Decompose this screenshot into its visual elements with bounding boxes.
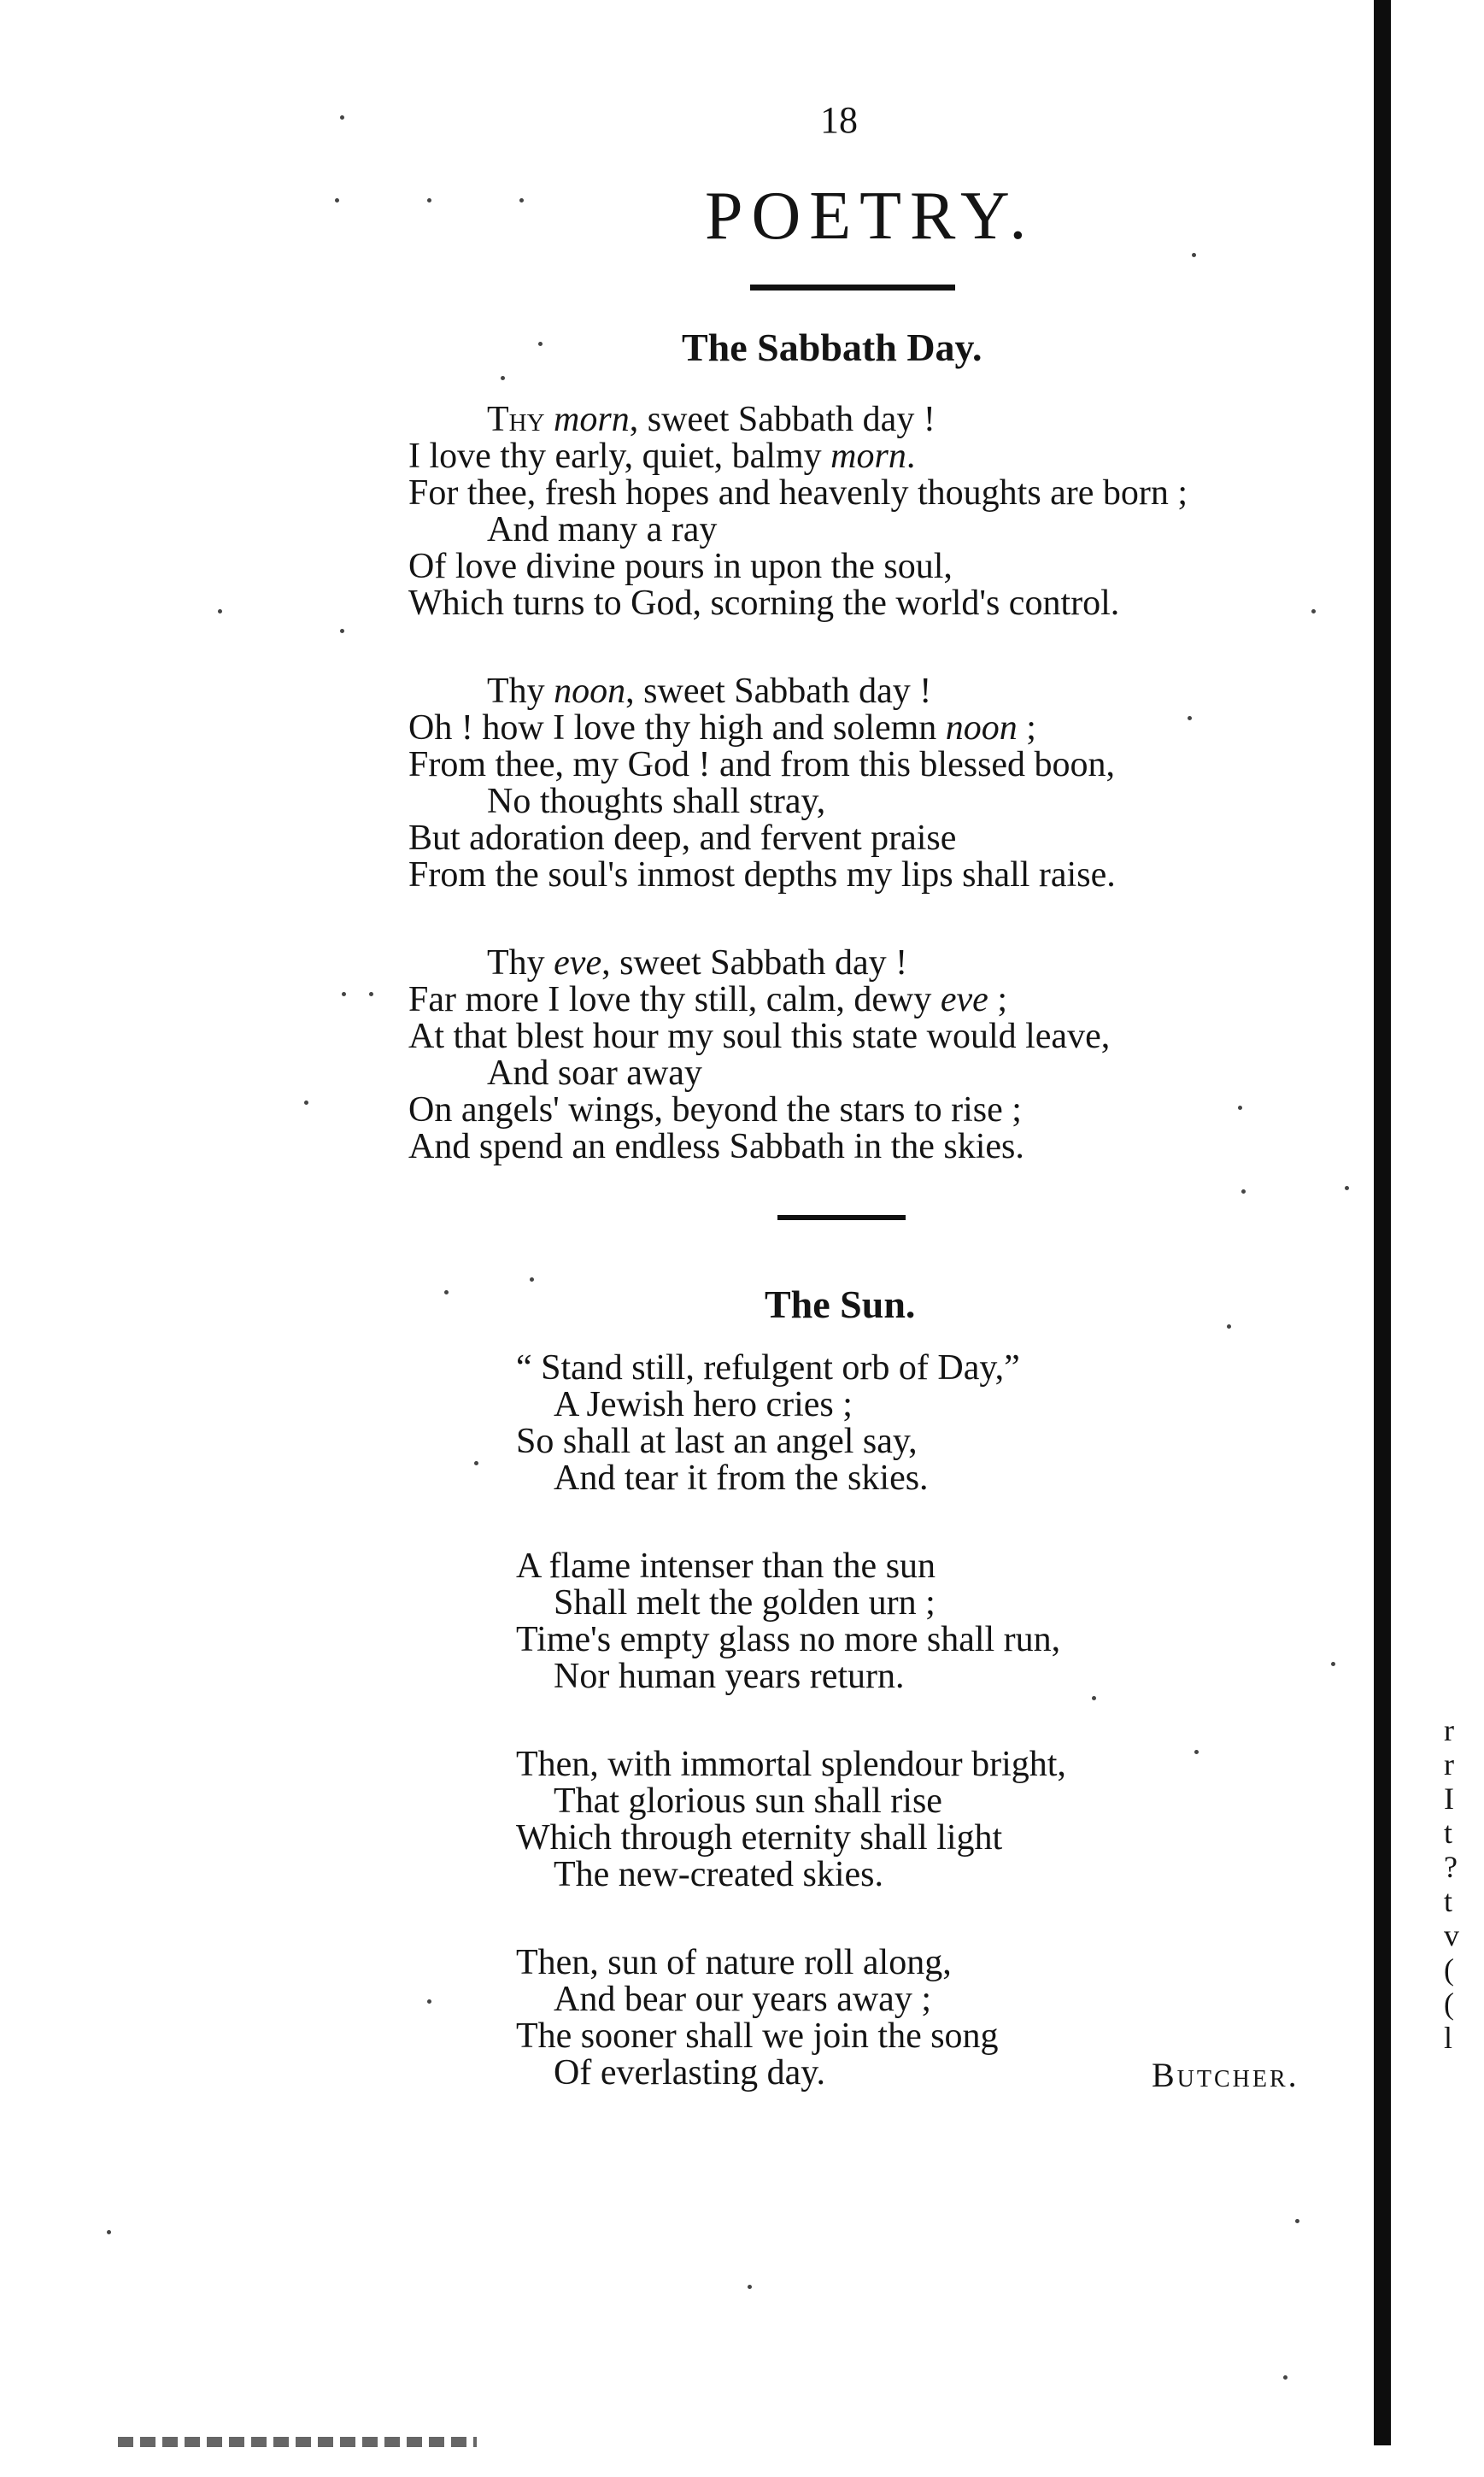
poem-line: Thy eve, sweet Sabbath day ! [487, 943, 908, 983]
poem-line: And many a ray [487, 510, 718, 549]
poem-line: A flame intenser than the sun [516, 1547, 936, 1586]
margin-fragment: ( [1444, 1952, 1454, 1987]
scan-speck [748, 2285, 752, 2289]
poem-line: From the soul's inmost depths my lips shall raise. [408, 855, 1116, 895]
poem-line: On angels' wings, beyond the stars to rise ; [408, 1090, 1022, 1130]
margin-fragment: r [1444, 1713, 1454, 1747]
scan-speck [538, 342, 543, 346]
poem-line: The sooner shall we join the song [516, 2016, 999, 2056]
title-rule [750, 285, 955, 291]
poem-line: A Jewish hero cries ; [554, 1385, 853, 1424]
poem-line: The new-created skies. [554, 1855, 883, 1894]
scan-speck [340, 115, 344, 120]
scan-speck [1238, 1106, 1242, 1110]
poem-line: Which turns to God, scorning the world's control. [408, 584, 1120, 623]
scan-speck [369, 992, 373, 996]
poem-line: Of everlasting day. [554, 2053, 825, 2093]
poem-line: “ Stand still, refulgent orb of Day,” [516, 1348, 1020, 1388]
scan-speck [501, 376, 505, 380]
scan-speck [474, 1461, 478, 1465]
margin-fragment: v [1444, 1918, 1459, 1952]
scan-speck [1192, 253, 1196, 257]
poem-line: Thy noon, sweet Sabbath day ! [487, 672, 932, 711]
poem-line: And bear our years away ; [554, 1980, 931, 2019]
scan-speck [1194, 1750, 1199, 1754]
scan-speck [304, 1101, 308, 1105]
poem-title-sun: The Sun. [765, 1283, 916, 1326]
margin-fragment: l [1444, 2021, 1453, 2055]
margin-fragment: I [1444, 1781, 1454, 1816]
scan-speck [1331, 1662, 1335, 1666]
poem-author: Butcher. [1152, 2056, 1299, 2094]
poem-line: I love thy early, quiet, balmy morn. [408, 437, 916, 476]
poem-line: That glorious sun shall rise [554, 1781, 942, 1821]
poem-line: Thy morn, sweet Sabbath day ! [487, 400, 936, 439]
bottom-rule [118, 2437, 477, 2447]
scan-speck [107, 2230, 111, 2234]
section-rule [777, 1215, 906, 1220]
scan-speck [1092, 1696, 1096, 1700]
scan-speck [1345, 1186, 1349, 1190]
poem-line: Nor human years return. [554, 1657, 905, 1696]
scan-speck [1295, 2219, 1299, 2223]
poem-line: Oh ! how I love thy high and solemn noon ; [408, 708, 1036, 748]
binding-edge [1374, 0, 1391, 2445]
scan-speck [427, 1999, 431, 2004]
scan-speck [427, 198, 431, 203]
page-number: 18 [820, 99, 858, 141]
scan-speck [444, 1290, 449, 1294]
poem-line: Far more I love thy still, calm, dewy eve ; [408, 980, 1007, 1019]
poem-line: And tear it from the skies. [554, 1459, 929, 1498]
margin-fragment: t [1444, 1816, 1453, 1850]
scan-speck [1241, 1189, 1246, 1194]
poem-line: At that blest hour my soul this state would leave, [408, 1017, 1111, 1056]
scan-speck [1188, 716, 1192, 720]
margin-fragment: ? [1444, 1850, 1458, 1884]
scan-speck [218, 609, 222, 613]
scan-speck [530, 1277, 534, 1282]
margin-fragment: t [1444, 1884, 1453, 1918]
margin-fragment: r [1444, 1747, 1454, 1781]
poem-line: Then, with immortal splendour bright, [516, 1745, 1066, 1784]
poem-line: But adoration deep, and fervent praise [408, 819, 957, 858]
poem-line: Shall melt the golden urn ; [554, 1583, 936, 1623]
scan-speck [342, 992, 346, 996]
poem-line: And spend an endless Sabbath in the skies. [408, 1127, 1024, 1166]
scan-speck [340, 629, 344, 633]
poem-line: From thee, my God ! and from this blessed boon, [408, 745, 1116, 784]
scan-speck [1311, 609, 1316, 613]
margin-fragments [1444, 1713, 1469, 2055]
poem-title-sabbath: The Sabbath Day. [682, 326, 982, 369]
poem-line: Of love divine pours in upon the soul, [408, 547, 953, 586]
scan-speck [1283, 2375, 1288, 2380]
margin-fragment: ( [1444, 1987, 1454, 2021]
poem-line: And soar away [487, 1054, 702, 1093]
poem-line: Then, sun of nature roll along, [516, 1943, 952, 1982]
scan-speck [519, 198, 524, 203]
poem-line: Time's empty glass no more shall run, [516, 1620, 1061, 1659]
section-title: POETRY. [705, 179, 1035, 254]
scan-speck [335, 198, 339, 203]
poem-line: No thoughts shall stray, [487, 782, 826, 821]
scan-speck [1227, 1324, 1231, 1329]
poem-line: For thee, fresh hopes and heavenly thoughts are born ; [408, 473, 1188, 513]
poem-line: Which through eternity shall light [516, 1818, 1003, 1858]
poem-line: So shall at last an angel say, [516, 1422, 918, 1461]
